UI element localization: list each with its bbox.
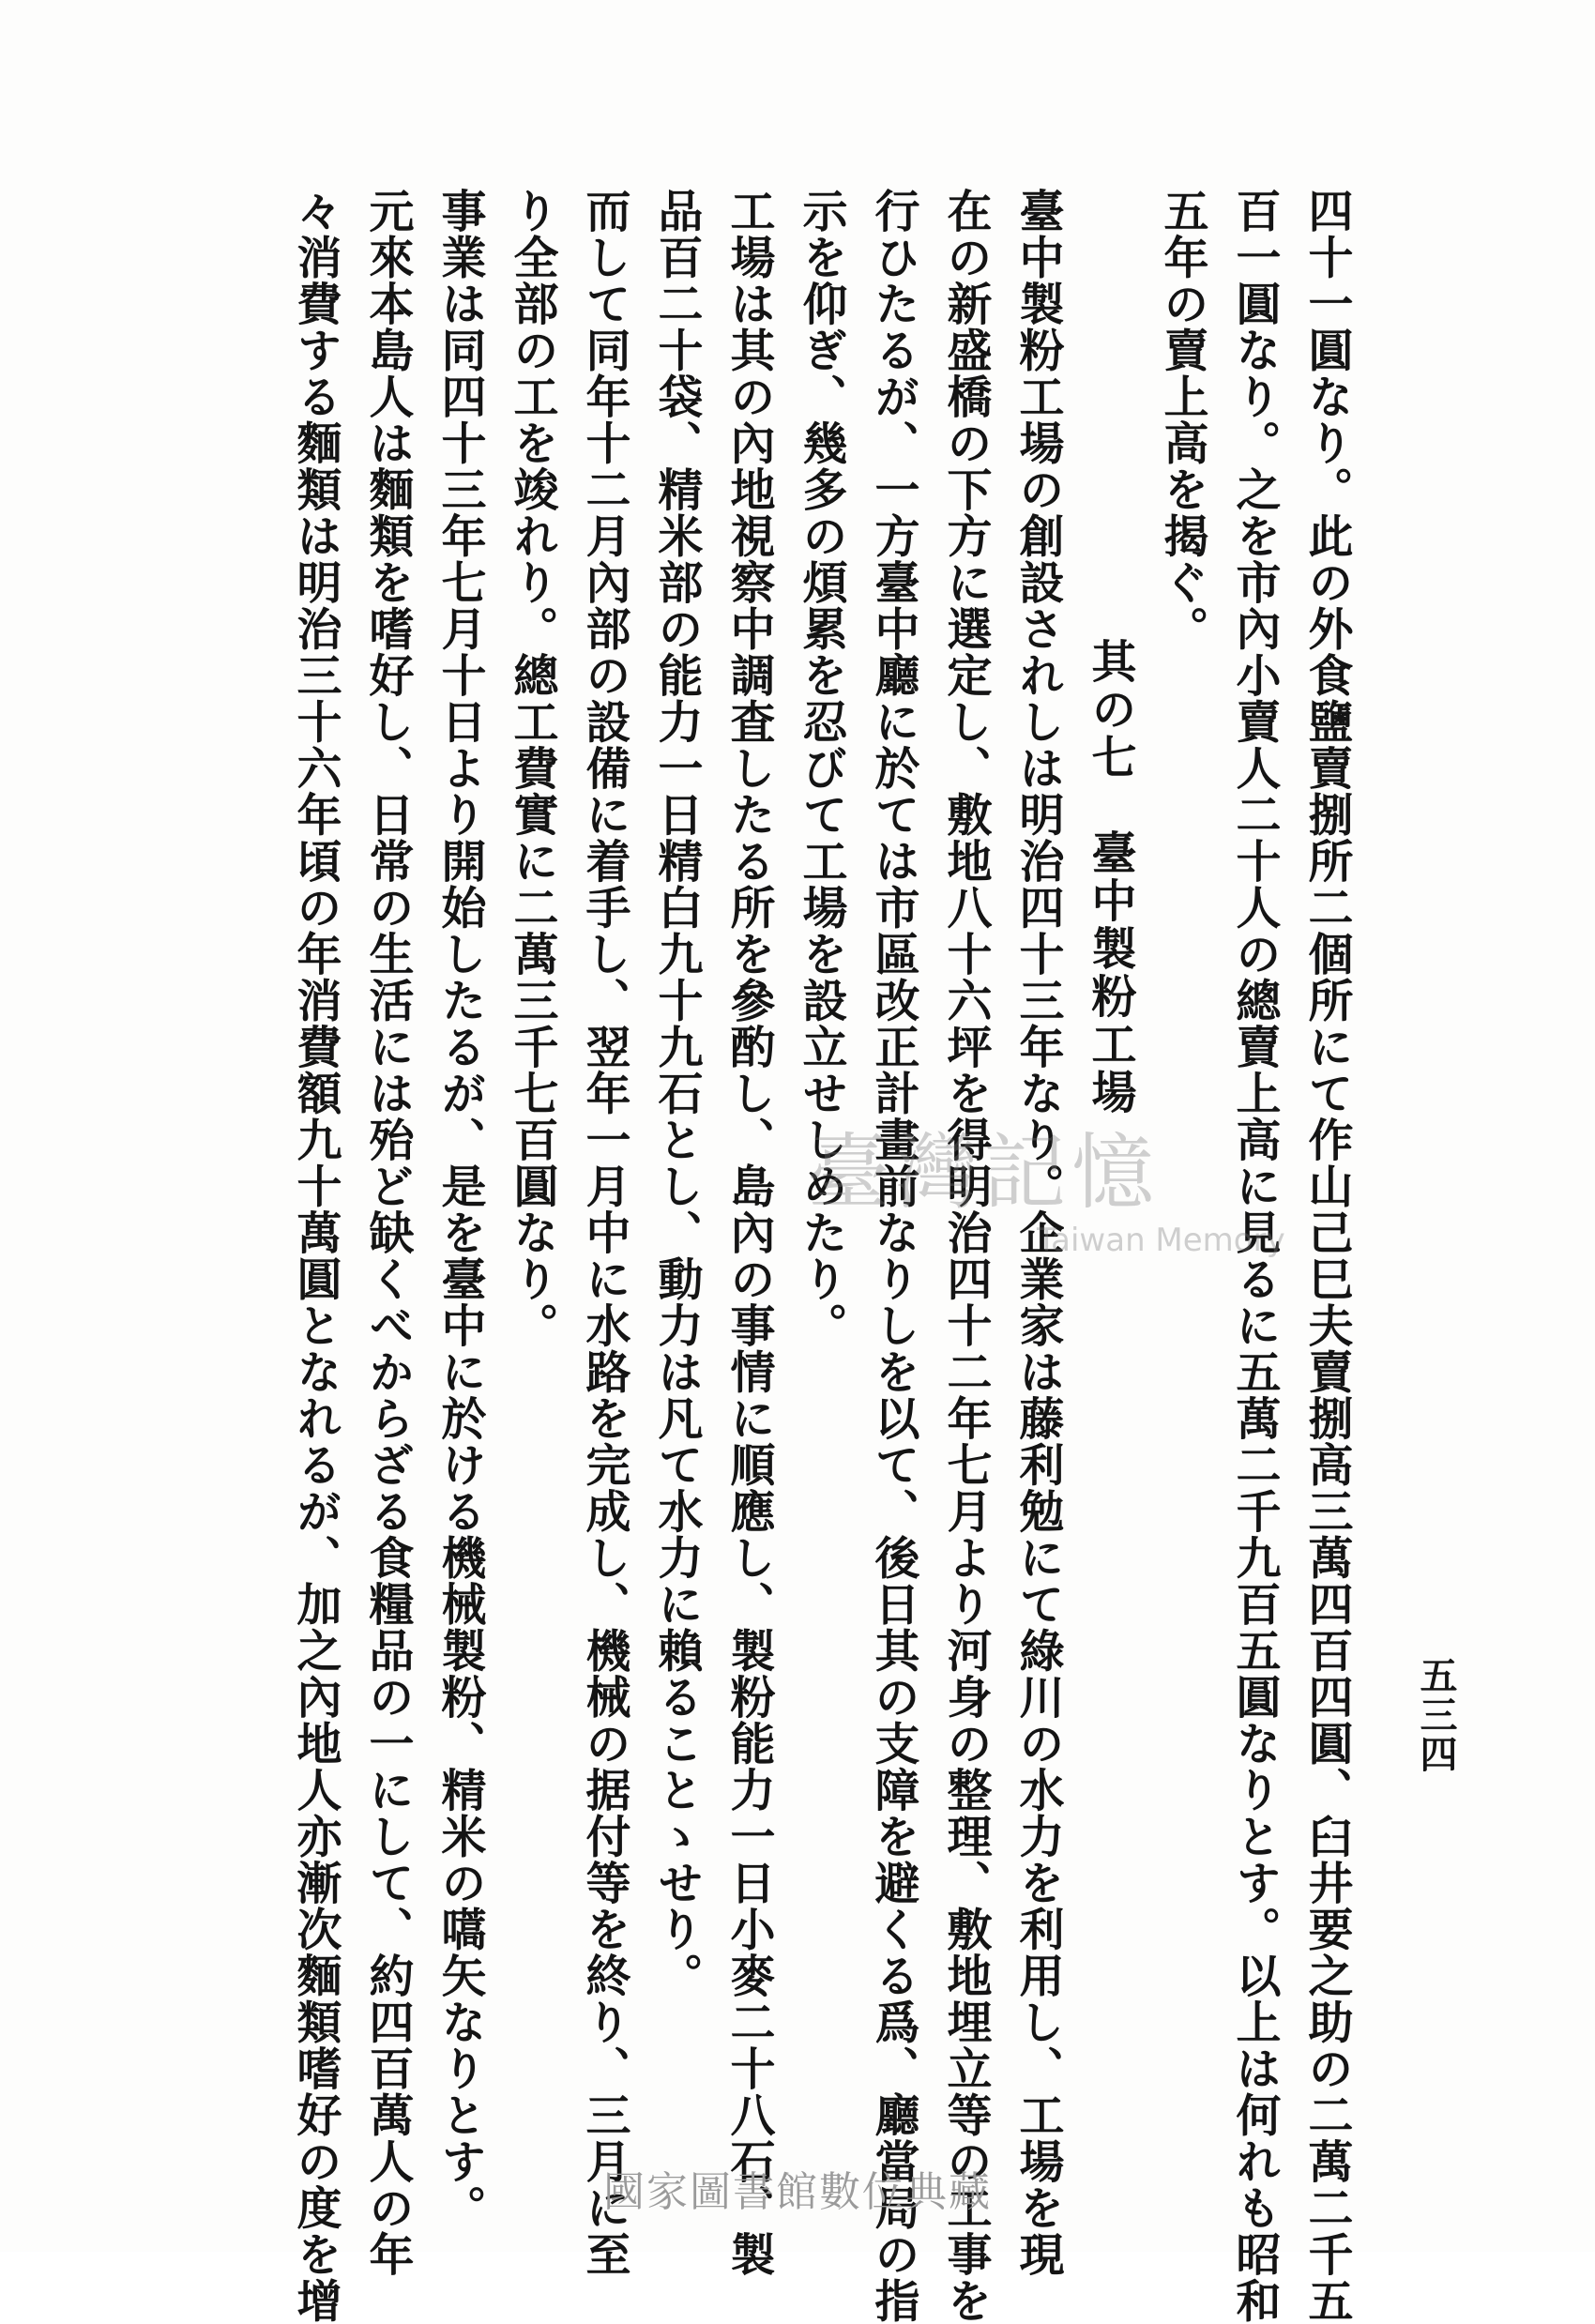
section-heading: 其の七 臺中製粉工場	[1084, 638, 1136, 1116]
text-line: 々消費する麵類は明治三十六年頃の年消費額九十萬圓となれるが、加之內地人亦漸次麵類嗜好の度を增	[289, 188, 342, 2324]
text-line: 而して同年十二月內部の設備に着手し、翌年一月中に水路を完成し、機械の据付等を終り、三月に至	[578, 188, 630, 2278]
text-line: 工場は其の內地視察中調査したる所を參酌し、島內の事情に順應し、製粉能力一日小麥二十八石、製	[722, 188, 775, 2278]
watermark-title: 臺灣記憶	[807, 1124, 1161, 1221]
footer-credit: 國家圖書館數位典藏	[603, 2168, 992, 2216]
text-line: 五年の賣上高を揭ぐ。	[1156, 188, 1208, 652]
text-line: 四十一圓なり。此の外食鹽賣捌所二個所にて作山己巳夫賣捌高三萬四百四圓、臼井要之助の二萬二千五	[1300, 188, 1353, 2324]
text-line: 品百二十袋、精米部の能力一日精白九十九石とし、動力は凡て水力に賴ることゝせり。	[650, 188, 703, 1999]
text-line: 事業は同四十三年七月十日より開始したるが、是を臺中に於ける機械製粉、精米の嚆矢なりとす。	[433, 188, 486, 2231]
text-line: 臺中製粉工場の創設されしは明治四十三年なり。企業家は藤利勉にて綠川の水力を利用し、工場を現	[1011, 188, 1064, 2278]
watermark-subtitle: Taiwan Memory	[1037, 1222, 1285, 1259]
text-line: 在の新盛橋の下方に選定し、敷地八十六坪を得明治四十二年七月より河身の整理、敷地埋立等の工事を	[939, 188, 992, 2324]
text-line: り全部の工を竣れり。總工費實に二萬三千七百圓なり。	[506, 188, 558, 1349]
text-line: 百一圓なり。之を市內小賣人二十人の總賣上高に見るに五萬二千九百五圓なりとす。以上は何れも昭和	[1228, 188, 1281, 2324]
text-line: 元來本島人は麵類を嗜好し、日常の生活には殆ど缺くべからざる食糧品の一にして、約四百萬人の年	[361, 188, 414, 2278]
text-line: 行ひたるが、一方臺中廳に於ては市區改正計畫前なりしを以て、後日其の支障を避くる爲、廳當局の指	[867, 188, 919, 2324]
page-number: 五三四	[1414, 1656, 1458, 1774]
text-line: 示を仰ぎ、幾多の煩累を忍びて工場を設立せしめたり。	[795, 188, 847, 1349]
